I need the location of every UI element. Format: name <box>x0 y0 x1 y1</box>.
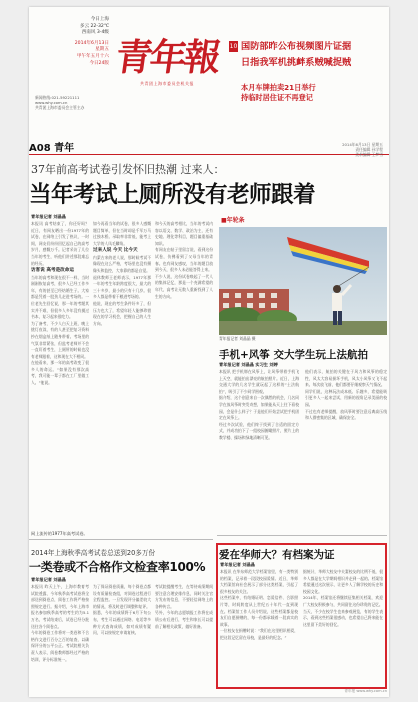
teaser-row <box>229 41 385 53</box>
story1-column-2 <box>93 221 151 527</box>
teaser-line: 本月车牌拍卖21日举行 <box>241 83 316 92</box>
masthead-footer <box>35 95 109 110</box>
hotline: 新闻热线:021-59221111 <box>35 95 80 100</box>
kite-photo-caption: 青年报记者 刘晶晶 摄 <box>219 336 256 341</box>
paragraph: 他说，现在的考生条件好多了，但压力也大了，希望年轻人能够珍惜现在的学习机会，把握自己的人生方向。 <box>93 300 151 326</box>
story2-headline[interactable]: 手机+风筝 交大学生玩上法航拍 <box>219 349 368 361</box>
story1-headline[interactable]: 当年考试上厕所没有老师跟着 <box>29 182 316 208</box>
paragraph: 为了备考，不少人白天上班，晚上挑灯夜读，有的人甚至把复习资料抄在烟盒纸上随身带着。考场里的气氛非常紧张，但监考老师并不会一直盯着考生，上厕所的时候也没有老师跟着，这和现在大不相同。 <box>31 320 89 359</box>
story1-caption: 网上流传的1977年高考试卷。 <box>31 531 88 536</box>
paragraph: 本报讯 昨天上午，上海市教育考试院透露，今年秋季高考试卷将全部送到阅卷点，阅卷工作将严格按照规定进行。据介绍，今年上海市报名参加秋季高考的考生约为5.1万名，考试结束后，试卷已经分批送往各个阅卷点。 <box>31 584 89 629</box>
paragraph: 为了保证阅卷质量，每个阅卷点都设有质量检查组，对阅卷过程进行全程监控。一旦发现评分偏差较大的情况，将及时进行调整和复评。 <box>93 584 151 609</box>
paragraph: 考试院提醒考生，在等待成绩期间要注意合理安排作息，同时关注官方发布的信息，不要轻信网络上的各种传言。 <box>155 584 213 609</box>
story1-column-1 <box>31 221 89 527</box>
newspaper-logo <box>113 19 221 103</box>
meta-line: 今日上海 <box>90 17 109 22</box>
logo-subtitle: 共青团上海市委员会机关报 <box>140 81 194 86</box>
paragraph: 不少人说，这份试卷唤起了一代人的集体记忆，那是一个充满希望的年代，高考让无数人重新找到了人生的方向。 <box>155 273 213 299</box>
kite-photo <box>219 227 387 335</box>
paragraph: 本报讯 把手机绑在风筝上，让风筝带着手机飞上天空，就能拍出漂亮的航拍照片。近日，上海交通大学的几名学生就玩起了这样的“土法航拍”，吸引了不少同学围观。 <box>219 369 299 394</box>
paragraph: 内蒙古来的老人说，那时候考试不像现在这么严格，考场里也没有摄像头和监控，大家靠的都是自觉。 <box>93 254 151 273</box>
paragraph: 他们表示，航拍的关键在于风力和风筝的稳定性，风太大容易损坏手机，风太小风筝又飞不起来。每次放飞前，他们都要仔细观察天气情况。 <box>305 369 387 388</box>
teaser-line: 持临时居住证不再登记 <box>241 93 313 102</box>
story1-kicker: 37年前高考试卷引发怀旧热潮 过来人： <box>31 163 225 176</box>
meta-line: 多云 22-32℃ <box>79 23 109 29</box>
paragraph: 据介绍，这个创意来自一次偶然的机会，几名同学在放风筝时突发奇想，如果能从天上往下看校园，会是什么样子？于是他们开始尝试把手机固定在风筝上。 <box>219 395 299 421</box>
story4-byline: 青年报记者 刘晶晶 <box>220 562 255 567</box>
story3-column-1 <box>31 584 89 688</box>
paragraph: 据悉，今年的成绩将于6月下旬公布，考生可以通过网络、电话等多种方式查询成绩，如对成绩有疑问，可以按规定申请复核。 <box>93 610 151 636</box>
meta-pages: 今日24版 <box>89 60 109 66</box>
teaser-page-number: 10 <box>229 43 238 50</box>
credit-line: 责任编辑 孙学程 <box>355 147 383 152</box>
paragraph: 据统计，华师大校友中夫妻校友的比例不低，很多人都是在大学期间相识并走到一起的。档案馆希望通过这次展示，让更多人了解学校的历史和校园文化。 <box>303 569 383 594</box>
paragraph: 本报讯 在华东师范大学档案馆里，有一类特别的档案，记录着一段段校园爱情。近日，华师大档案馆向社会展示了部分这类档案，引起了很多校友的关注。 <box>220 569 298 594</box>
paragraph: 当天，不少在校学生也来参观展览，有的学生表示，看到这些档案很感动，也希望自己将来能在这里留下美好的回忆。 <box>303 608 383 627</box>
story4-column-2 <box>303 569 383 686</box>
subheading: 访客说 高考是改命运 <box>31 268 74 274</box>
section-label: A08 青年 <box>29 143 75 154</box>
story2-column-1 <box>219 369 299 529</box>
newspaper-page <box>29 7 389 697</box>
paragraph: 经过多次试验，他们终于找到了合适的固定方式，并成功拍下了一组校园俯瞰照片，照片上的教学楼、操场和绿地清晰可见。 <box>219 421 299 440</box>
teaser-row <box>229 57 385 69</box>
front-teaser <box>229 41 385 73</box>
story3-byline: 青年报记者 刘晶晶 <box>31 577 66 582</box>
divider <box>217 535 387 536</box>
page-footer: 青年报 www.why.com.cn <box>344 689 387 693</box>
story2-column-2 <box>305 369 387 529</box>
logo-text: 青年報 <box>112 35 222 79</box>
paragraph: 同学们说，这种玩法成本低、乐趣多，希望能吸引更多人一起来尝试，用新的视角记录美丽的校园。 <box>305 388 387 407</box>
subheading: 过来人说 今天 比今天 <box>93 248 138 254</box>
story3-kicker: 2014年上海秋季高考试卷总送到20多万份 <box>31 549 156 557</box>
section-header <box>29 139 389 155</box>
paragraph: 另外，今年的志愿填报工作将在成绩公布后进行，考生和家长可以提前了解相关政策，做好准备。 <box>155 610 213 629</box>
credit-line: 2014年6月13日 星期五 <box>342 142 383 147</box>
kite-photo-image <box>219 227 387 335</box>
teaser-headline: 国防部昨公布视频图片证据 <box>241 41 352 52</box>
paragraph: 今年的阅卷工作将对一类卷和不合格作文进行百分之百的复查，以确保评分的公平公正。考试院相关负责人表示，阅卷教师都经过严格的培训，评分标准统一。 <box>31 630 89 662</box>
story3-column-2 <box>93 584 151 688</box>
meta-line: 西南风 3-4级 <box>81 30 109 36</box>
paragraph: 当年的高考和现在很不一样，当时刚刚恢复高考，很多人已经工作多年，有的甚至已经结婚生子。大家都是凭着一股劲儿走进考场的。一位老先生回忆说，那一年的考题其实并不难，但很多人多年没有摸过书本，复习起来很吃力。 <box>31 274 89 320</box>
paragraph: 一位校友在捐赠时说：“我们在这里相识相爱，把这段记忆留在母校，是最好的纪念。” <box>220 628 298 640</box>
paragraph: 有网友在帖子里留言说，看到这份试卷，仿佛看到了父母当年的青春。也有网友感叹，当年的题目放到今天，很多人未必能答得上来。 <box>155 247 213 273</box>
paragraph: 这些档案中，有结婚证明、恋爱信件、合影照片等，时间跨度从上世纪五十年代一直到现在。档案馆工作人员介绍说，这些档案都是校友们自愿捐赠的，每一份都承载着一段真实的故事。 <box>220 595 298 627</box>
story3-headline[interactable]: 一类卷或不合格作文检查率100% <box>29 560 206 574</box>
paragraph: 在他看来，那一年的高考改变了很多人的命运。“如果没有那次高考，我可能一辈子都在工厂里做工人。”他说。 <box>31 360 89 386</box>
paragraph: 本报讯 高考结束了，你还好吗？近日，有网友晒出一份1977年的试卷，在网络上引发了热议，一时间，网友们纷纷回忆起自己的高考岁月，感慨万千。记者采访了几位当年的考生，听他们讲述那段难忘的经历。 <box>31 221 89 266</box>
meta-lunar: 甲午年五月十六 <box>76 53 109 59</box>
story4-column-1 <box>220 569 298 686</box>
paragraph: 如今再看当年的试卷，很多人感慨题目简单，但在当时却是千军万马过独木桥。录取率非常低，能考上大学的人凤毛麟角。 <box>93 221 151 246</box>
website: www.why.com.cn <box>35 100 68 105</box>
story1-byline: 青年报记者 刘晶晶 <box>31 214 66 219</box>
paragraph: 和今天的高考相比，当年的考试内容以语文、数学、政治为主，还有史地、理化等科目，题目偏重基础知识。 <box>155 221 213 246</box>
credit-line: 美术编辑 王梦雪 <box>355 152 383 157</box>
story2-byline: 青年报记者 刘晶晶 实习生 刘婷 <box>219 362 278 367</box>
masthead-meta <box>35 17 109 67</box>
teaser-headline: 日指我军机挑衅系贼喊捉贼 <box>241 57 352 68</box>
meta-weekday: 星期五 <box>95 47 109 53</box>
story2-section-tag: ■年轮条 <box>221 217 245 224</box>
story4-headline[interactable]: 爱在华师大？有档案为证 <box>219 549 335 561</box>
paragraph: 退休教师王老师表示，1977年那一年的考生年龄跨度很大，最大的三十多岁，最小的只有十几岁。很多人都是带着干粮进考场的。 <box>93 274 151 300</box>
story1-column-3 <box>155 221 213 527</box>
publisher: 共青团上海市委员会主管主办 <box>35 105 85 110</box>
paragraph: 不过也有老师提醒，放风筝时要注意远离高压线和人群密集的区域，确保安全。 <box>305 408 387 421</box>
masthead <box>29 7 389 125</box>
divider <box>29 539 213 540</box>
front-teaser-secondary <box>241 83 316 103</box>
meta-date: 2014年6月13日 <box>74 40 109 46</box>
paragraph: 2014年，档案馆还将继续征集相关档案，欢迎广大校友积极参与，共同留住这份珍贵的记忆。 <box>303 595 383 607</box>
section-credits <box>342 142 383 157</box>
story3-column-3 <box>155 584 213 688</box>
